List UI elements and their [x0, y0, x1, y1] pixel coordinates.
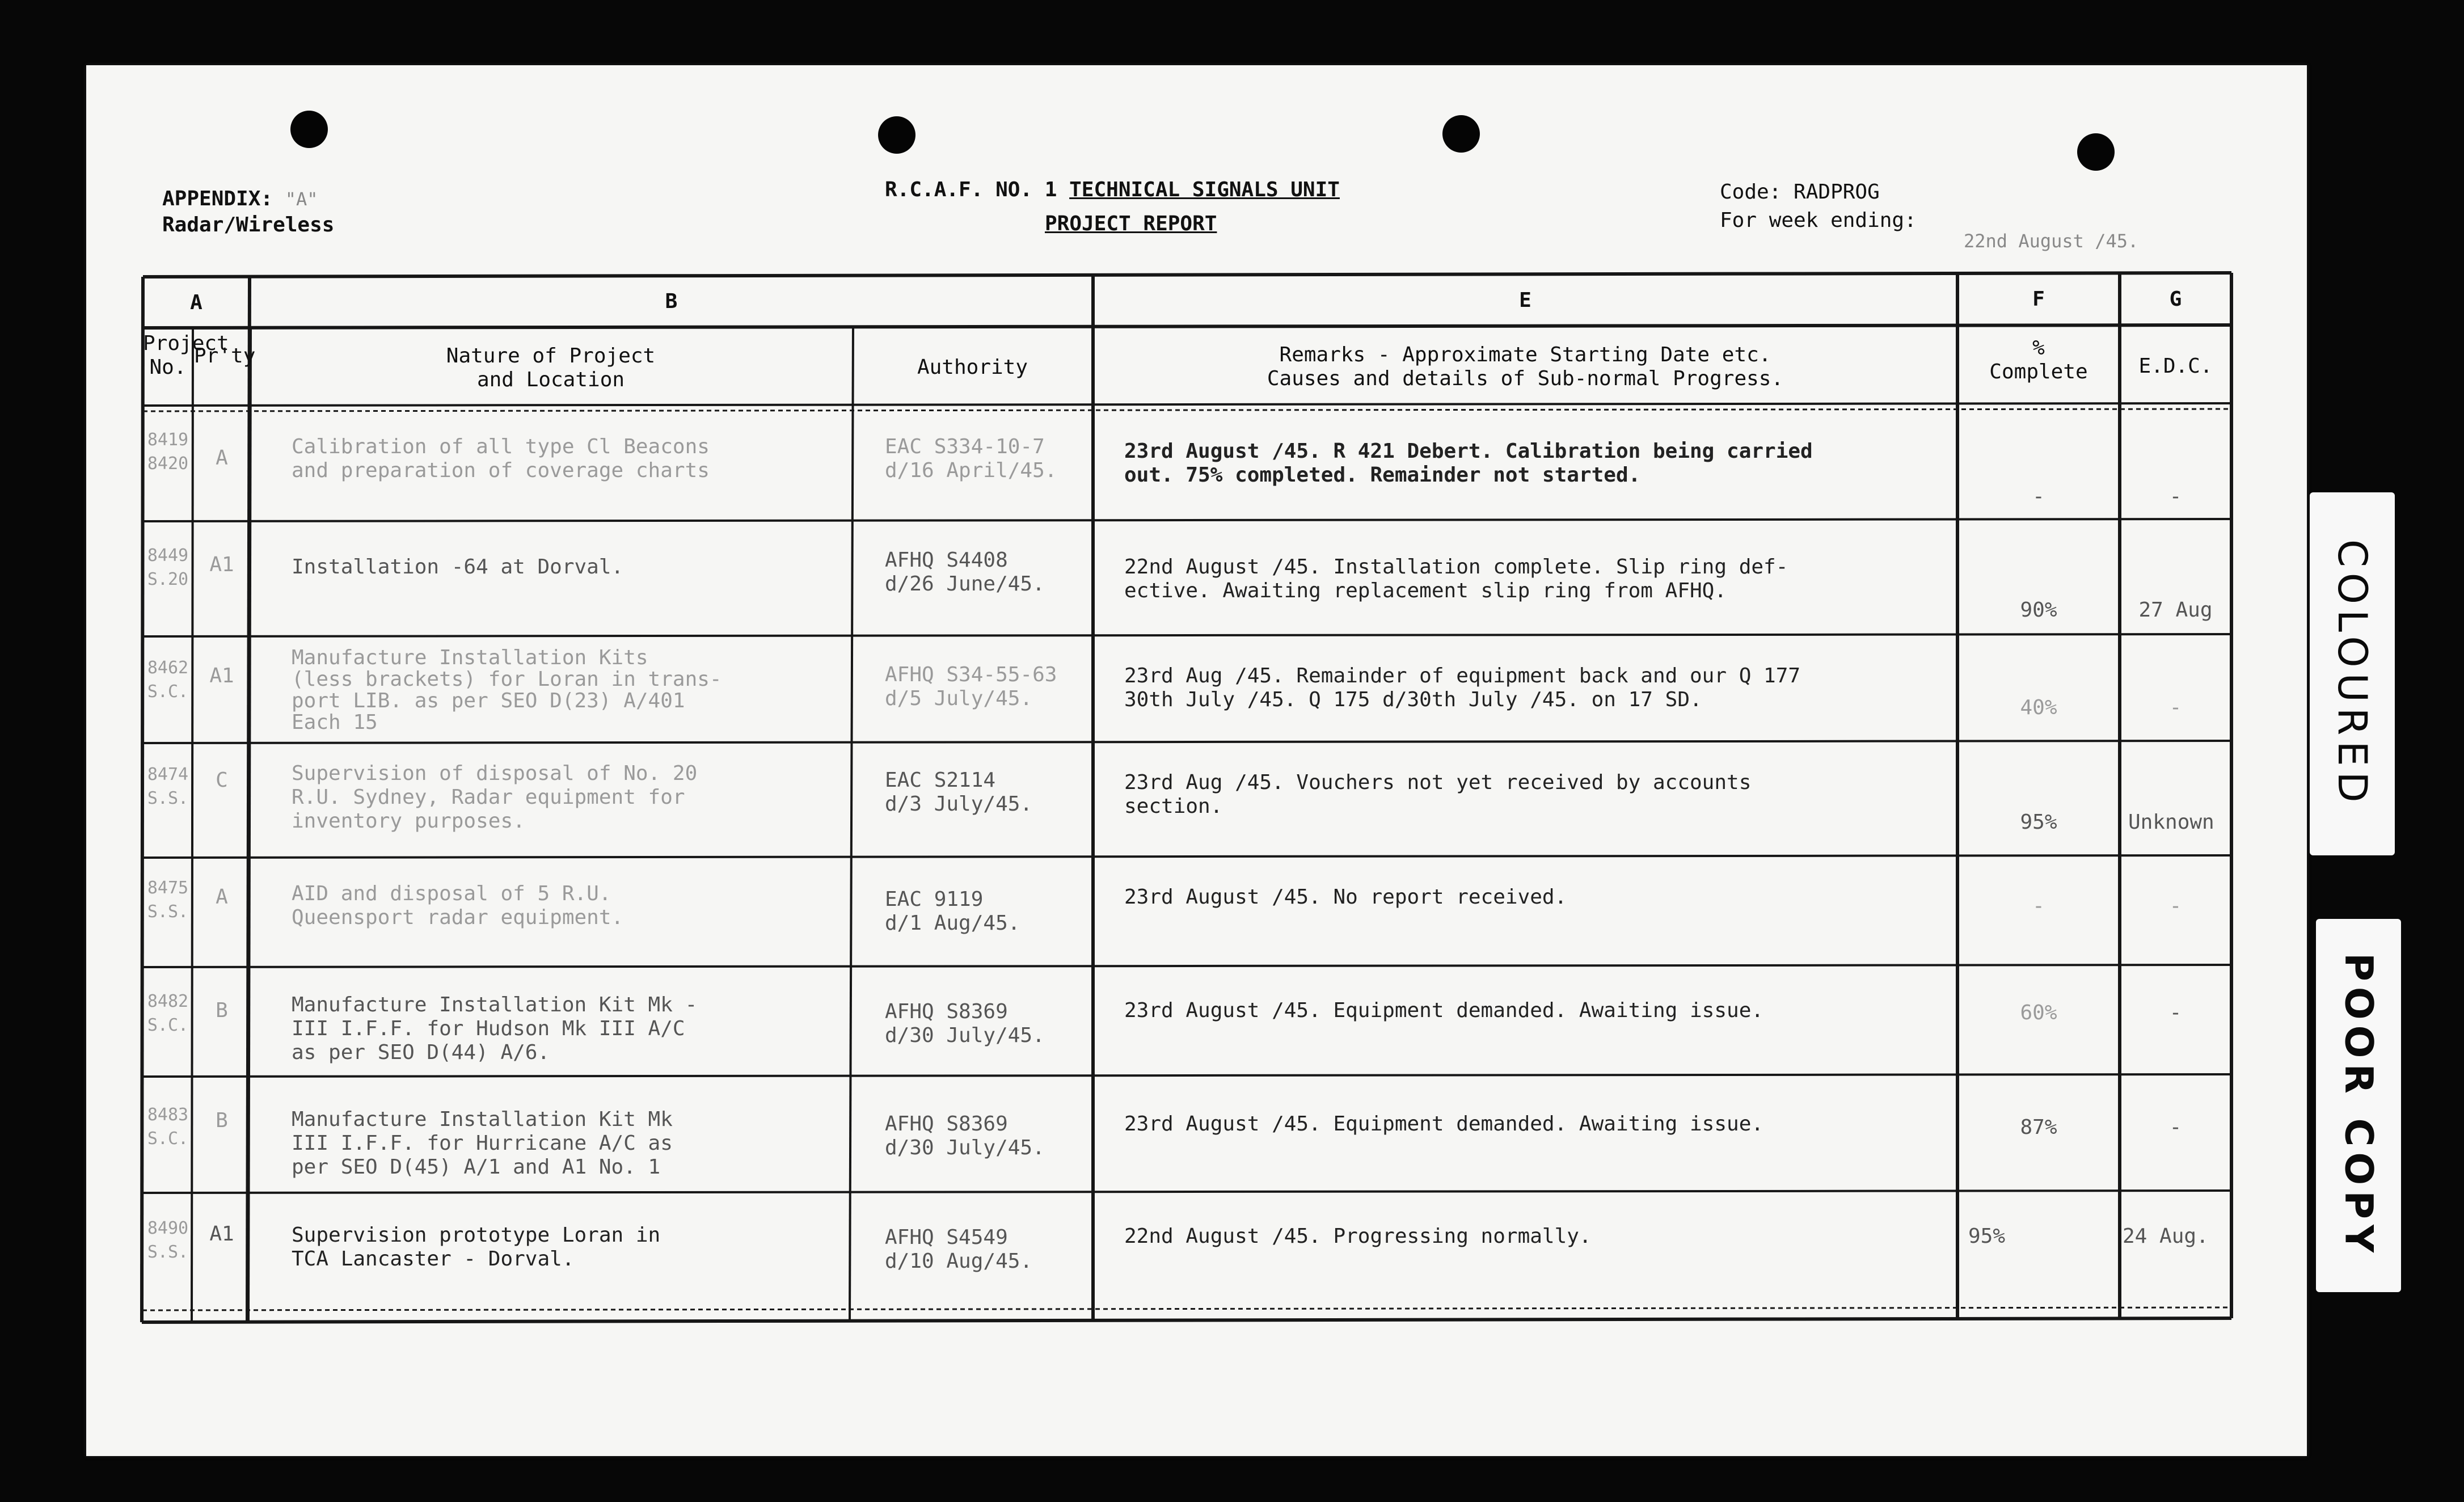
row-8-nature: Supervision prototype Loran in TCA Lancaster - Dorval.: [292, 1223, 661, 1271]
row-6-remarks: 23rd August /45. Equipment demanded. Awaiting issue.: [1124, 999, 1764, 1022]
row-8-priority: A1: [209, 1222, 234, 1246]
row-4-remarks: 23rd Aug /45. Vouchers not yet received by accounts section.: [1124, 771, 1752, 818]
appendix-value: "A": [285, 188, 318, 210]
row-5-project-no: 8475 S.S.: [147, 878, 189, 922]
row-8-project-no: 8490 S.S.: [147, 1218, 189, 1262]
report-title: PROJECT REPORT: [1045, 212, 1217, 235]
group-header-g: G: [2169, 288, 2182, 311]
row-2-project-no: 8449 S.20: [147, 546, 189, 589]
row-1-complete: -: [2032, 485, 2045, 508]
report-code: Code: RADPROG: [1720, 180, 1880, 204]
row-4-edc: Unknown: [2128, 811, 2214, 834]
appendix-label: APPENDIX: "A": [162, 187, 318, 210]
unit-name: TECHNICAL SIGNALS UNIT: [1069, 178, 1340, 201]
col-header-priority: Pr'ty: [194, 344, 256, 368]
col-header-remarks: Remarks - Approximate Starting Date etc. Causes and details of Sub-normal Progress.: [1267, 343, 1784, 390]
row-3-project-no: 8462 S.C.: [147, 658, 189, 702]
row-5-complete: -: [2032, 895, 2045, 918]
row-7-authority: AFHQ S8369 d/30 July/45.: [885, 1112, 1045, 1159]
row-3-nature: Manufacture Installation Kits (less brackets) for Loran in trans- port LIB. as per SEO D(23) A/401 Each 15: [292, 646, 722, 734]
row-6-project-no: 8482 S.C.: [147, 992, 189, 1035]
row-1-remarks: 23rd August /45. R 421 Debert. Calibration being carried out. 75% completed. Remainder not started.: [1124, 440, 1813, 487]
row-5-nature: AID and disposal of 5 R.U. Queensport radar equipment.: [292, 882, 624, 929]
col-header-complete: % Complete: [1989, 336, 2088, 383]
row-4-priority: C: [216, 769, 228, 792]
row-3-edc: -: [2169, 696, 2182, 719]
row-7-nature: Manufacture Installation Kit Mk III I.F.F. for Hurricane A/C as per SEO D(45) A/1 and A1 No. 1: [292, 1108, 673, 1179]
col-header-nature: Nature of Project and Location: [446, 344, 656, 391]
group-header-f: F: [2032, 288, 2045, 311]
row-7-project-no: 8483 S.C.: [147, 1105, 189, 1149]
poor-copy-label-card: [2316, 919, 2401, 1292]
row-7-remarks: 23rd August /45. Equipment demanded. Awaiting issue.: [1124, 1112, 1764, 1136]
row-5-priority: A: [216, 885, 228, 909]
week-ending-value: 22nd August /45.: [1964, 230, 2139, 252]
row-1-edc: -: [2169, 485, 2182, 508]
row-6-complete: 60%: [2020, 1001, 2057, 1024]
row-8-remarks: 22nd August /45. Progressing normally.: [1124, 1225, 1592, 1248]
group-header-b: B: [665, 290, 678, 313]
row-8-complete: 95%: [1968, 1225, 2006, 1248]
row-3-complete: 40%: [2020, 696, 2057, 719]
row-2-complete: 90%: [2020, 598, 2057, 622]
row-7-priority: B: [216, 1109, 228, 1132]
row-6-nature: Manufacture Installation Kit Mk - III I.F.F. for Hudson Mk III A/C as per SEO D(44) A/6.: [292, 993, 698, 1064]
row-2-authority: AFHQ S4408 d/26 June/45.: [885, 549, 1045, 596]
week-ending-label: For week ending:: [1720, 209, 1917, 232]
row-4-nature: Supervision of disposal of No. 20 R.U. Sydney, Radar equipment for inventory purposes.: [292, 762, 698, 833]
row-8-edc: 24 Aug.: [2123, 1225, 2209, 1248]
unit-heading: R.C.A.F. NO. 1 TECHNICAL SIGNALS UNIT: [885, 178, 1340, 201]
group-header-a: A: [190, 291, 202, 314]
row-6-priority: B: [216, 999, 228, 1022]
col-header-edc: E.D.C.: [2138, 355, 2213, 378]
col-header-authority: Authority: [917, 356, 1028, 379]
category-label: Radar/Wireless: [162, 213, 335, 237]
row-2-priority: A1: [209, 553, 234, 576]
row-7-edc: -: [2169, 1116, 2182, 1139]
row-1-nature: Calibration of all type Cl Beacons and preparation of coverage charts: [292, 435, 710, 482]
group-header-e: E: [1519, 289, 1531, 312]
row-3-priority: A1: [209, 664, 234, 687]
row-6-edc: -: [2169, 1001, 2182, 1024]
row-4-project-no: 8474 S.S.: [147, 765, 189, 808]
row-1-project-no: 8419 8420: [147, 430, 189, 474]
row-5-authority: EAC 9119 d/1 Aug/45.: [885, 888, 1020, 935]
row-5-remarks: 23rd August /45. No report received.: [1124, 885, 1567, 909]
row-7-complete: 87%: [2020, 1116, 2057, 1139]
row-2-edc: 27 Aug: [2138, 598, 2213, 622]
row-3-authority: AFHQ S34-55-63 d/5 July/45.: [885, 663, 1057, 710]
row-3-remarks: 23rd Aug /45. Remainder of equipment back and our Q 177 30th July /45. Q 175 d/30th July /45. on 17 SD.: [1124, 664, 1801, 711]
poor-copy-label: POOR COPY: [2336, 952, 2381, 1259]
row-1-authority: EAC S334-10-7 d/16 April/45.: [885, 435, 1057, 482]
coloured-label: COLOURED: [2329, 539, 2376, 808]
row-2-remarks: 22nd August /45. Installation complete. Slip ring def- ective. Awaiting replacement slip ring from AFHQ.: [1124, 555, 1788, 602]
row-2-nature: Installation -64 at Dorval.: [292, 555, 624, 579]
row-8-authority: AFHQ S4549 d/10 Aug/45.: [885, 1226, 1033, 1273]
document-sheet: [86, 65, 2307, 1456]
row-1-priority: A: [216, 446, 228, 470]
coloured-label-card: [2310, 492, 2395, 855]
col-header-project-no: Project No.: [143, 332, 229, 379]
row-6-authority: AFHQ S8369 d/30 July/45.: [885, 1000, 1045, 1047]
row-5-edc: -: [2169, 895, 2182, 918]
row-4-authority: EAC S2114 d/3 July/45.: [885, 769, 1033, 816]
row-4-complete: 95%: [2020, 811, 2057, 834]
